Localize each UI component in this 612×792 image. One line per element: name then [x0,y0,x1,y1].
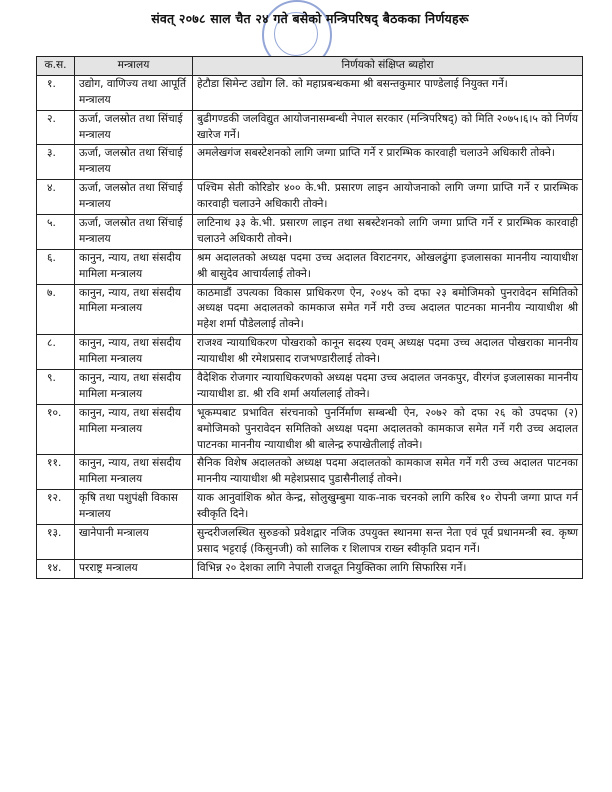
row-decision: सुन्दरीजलस्थित सुरुङको प्रवेशद्वार नजिक उपयुक्त स्थानमा सन्त नेता एवं पूर्व प्रधानमन्त्री स्व. कृष्ण प्रसाद भट्टराई (किसुनजी) को सालिक र शिलापत्र राख्न स्वीकृति प्रदान गर्ने। [193,525,583,560]
row-decision: काठमाडौं उपत्यका विकास प्राधिकरण ऐन, २०४५ को दफा २३ बमोजिमको पुनरावेदन समितिको अध्यक्ष पदमा अदालतको कामकाज समेत गर्ने गरी उच्च अदालत पाटनका माननीय न्यायाधीश श्री महेश शर्मा पौडेललाई तोक्ने। [193,284,583,335]
table-row [37,370,583,405]
row-sn: १४. [37,559,75,578]
row-sn: ४. [37,180,75,215]
header-ministry: मन्त्रालय [75,57,193,76]
row-sn: ७. [37,284,75,335]
table-row [37,249,583,284]
row-ministry: कानुन, न्याय, तथा संसदीय मामिला मन्त्रालय [75,370,193,405]
table-row [37,180,583,215]
row-sn: ११. [37,455,75,490]
row-decision: सैनिक विशेष अदालतको अध्यक्ष पदमा अदालतको कामकाज समेत गर्ने गरी उच्च अदालत पाटनका माननीय न्यायाधीश श्री महेशप्रसाद पुडासैनीलाई तोक्ने। [193,455,583,490]
row-ministry: कृषि तथा पशुपंक्षी विकास मन्त्रालय [75,490,193,525]
table-row [37,75,583,110]
table-row [37,559,583,578]
table-row [37,525,583,560]
row-ministry: कानुन, न्याय, तथा संसदीय मामिला मन्त्रालय [75,284,193,335]
page-title: संवत् २०७८ साल चैत २४ गते बसेको मन्त्रिपरिषद् बैठकका निर्णयहरू [151,11,469,26]
row-ministry: ऊर्जा, जलस्रोत तथा सिंचाई मन्त्रालय [75,215,193,250]
row-sn: ८. [37,335,75,370]
row-decision: लाटिनाथ ३३ के.भी. प्रसारण लाइन तथा सबस्टेशनको लागि जग्गा प्राप्ति गर्ने र प्रारम्भिक कारवाही चलाउने अधिकारी तोक्ने। [193,215,583,250]
row-ministry: खानेपानी मन्त्रालय [75,525,193,560]
row-ministry: ऊर्जा, जलस्रोत तथा सिंचाई मन्त्रालय [75,145,193,180]
row-ministry: ऊर्जा, जलस्रोत तथा सिंचाई मन्त्रालय [75,110,193,145]
row-sn: १०. [37,404,75,455]
table-row [37,455,583,490]
header-sn: क.स. [37,57,75,76]
table-row [37,110,583,145]
table-row [37,490,583,525]
row-decision: हेटौडा सिमेन्ट उद्योग लि. को महाप्रबन्धकमा श्री बसन्तकुमार पाण्डेलाई नियुक्त गर्ने। [193,75,583,110]
row-sn: १३. [37,525,75,560]
table-row [37,145,583,180]
row-sn: ५. [37,215,75,250]
header-decision: निर्णयको संक्षिप्त ब्यहोरा [193,57,583,76]
row-sn: १. [37,75,75,110]
row-ministry: कानुन, न्याय, तथा संसदीय मामिला मन्त्रालय [75,404,193,455]
row-decision: राजश्व न्यायाधिकरण पोखराको कानून सदस्य एवम् अध्यक्ष पदमा उच्च अदालत पोखराका माननीय न्यायाधीश श्री रमेशप्रसाद राजभण्डारीलाई तोक्ने। [193,335,583,370]
row-sn: ३. [37,145,75,180]
table-row [37,284,583,335]
table-row [37,404,583,455]
table-row [37,335,583,370]
row-decision: बुढीगण्डकी जलविद्युत आयोजनासम्बन्धी नेपाल सरकार (मन्त्रिपरिषद्) को मिति २०७५।६।५ को निर्णय खारेज गर्ने। [193,110,583,145]
row-decision: भूकम्पबाट प्रभावित संरचनाको पुनर्निर्माण सम्बन्धी ऐन, २०७२ को दफा २६ को उपदफा (२) बमोजिमको पुनरावेदन समितिको अध्यक्ष पदमा अदालतको कामकाज समेत गर्ने गरी उच्च अदालत पाटनका माननीय न्यायाधीश श्री बालेन्द्र रुपाखेतीलाई तोक्ने। [193,404,583,455]
row-sn: २. [37,110,75,145]
row-ministry: उद्योग, वाणिज्य तथा आपूर्ति मन्त्रालय [75,75,193,110]
row-ministry: ऊर्जा, जलस्रोत तथा सिंचाई मन्त्रालय [75,180,193,215]
row-decision: याक आनुवांशिक श्रोत केन्द्र, सोलुखुम्बुमा याक-नाक चरनको लागि करिब १० रोपनी जग्गा प्राप्त गर्न स्वीकृति दिने। [193,490,583,525]
row-sn: ९. [37,370,75,405]
row-decision: श्रम अदालतको अध्यक्ष पदमा उच्च अदालत विराटनगर, ओखलढुंगा इजलासका माननीय न्यायाधीश श्री बासुदेव आचार्यलाई तोक्ने। [193,249,583,284]
row-ministry: कानुन, न्याय, तथा संसदीय मामिला मन्त्रालय [75,335,193,370]
row-decision: पश्चिम सेती कोरिडोर ४०० के.भी. प्रसारण लाइन आयोजनाको लागि जग्गा प्राप्ति गर्ने र प्रारम्भिक कारवाही चलाउने अधिकारी तोक्ने। [193,180,583,215]
table-row [37,215,583,250]
row-decision: अमलेखगंज सबस्टेशनको लागि जग्गा प्राप्ति गर्ने र प्रारम्भिक कारवाही चलाउने अधिकारी तोक्ने। [193,145,583,180]
row-ministry: कानुन, न्याय, तथा संसदीय मामिला मन्त्रालय [75,249,193,284]
table-header-row [37,57,583,76]
row-ministry: कानुन, न्याय, तथा संसदीय मामिला मन्त्रालय [75,455,193,490]
row-sn: १२. [37,490,75,525]
row-decision: वैदेशिक रोजगार न्यायाधिकरणको अध्यक्ष पदमा उच्च अदालत जनकपुर, वीरगंज इजलासका माननीय न्यायाधीश डा. श्री रवि शर्मा अर्याललाई तोक्ने। [193,370,583,405]
row-ministry: परराष्ट्र मन्त्रालय [75,559,193,578]
row-sn: ६. [37,249,75,284]
decisions-table [36,56,583,579]
row-decision: विभिन्न २० देशका लागि नेपाली राजदूत नियुक्तिका लागि सिफारिस गर्ने। [193,559,583,578]
